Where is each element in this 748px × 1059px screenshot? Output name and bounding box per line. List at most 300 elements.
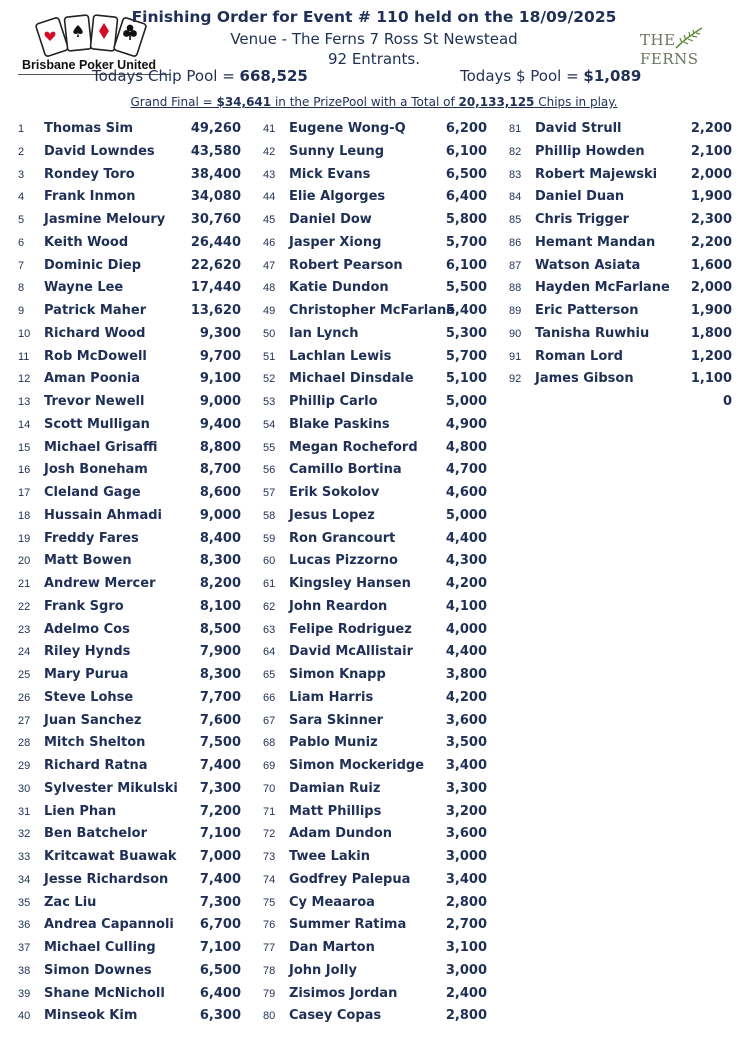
player-name: Kingsley Hansen bbox=[289, 576, 411, 591]
chip-count: 7,100 bbox=[199, 940, 241, 955]
finish-position: 40 bbox=[18, 1010, 31, 1023]
player-name: Felipe Rodriguez bbox=[289, 621, 412, 637]
finish-position: 3 bbox=[18, 168, 25, 181]
result-row bbox=[0, 801, 748, 823]
chip-count: 22,620 bbox=[190, 257, 241, 273]
chip-count: 8,600 bbox=[199, 485, 241, 500]
chip-count: 4,100 bbox=[445, 598, 487, 614]
finish-position: 66 bbox=[263, 691, 276, 704]
chip-count: 7,200 bbox=[199, 803, 241, 819]
player-name: Michael Culling bbox=[44, 940, 156, 955]
result-row bbox=[0, 960, 748, 982]
chip-count: 7,400 bbox=[199, 871, 241, 887]
finish-position: 53 bbox=[263, 396, 276, 408]
finish-position: 65 bbox=[263, 669, 276, 681]
player-name: Damian Ruiz bbox=[289, 780, 381, 796]
player-name: Eric Patterson bbox=[535, 303, 639, 318]
chip-count: 2,400 bbox=[445, 985, 487, 1001]
player-name: Simon Downes bbox=[44, 962, 152, 978]
result-row bbox=[0, 277, 748, 299]
finish-position: 4 bbox=[18, 191, 25, 204]
player-name: David McAllistair bbox=[289, 644, 413, 660]
player-name: Elie Algorges bbox=[289, 189, 386, 205]
finish-position: 36 bbox=[18, 919, 31, 932]
chip-count: 9,000 bbox=[199, 507, 241, 523]
result-row bbox=[0, 141, 748, 163]
player-name: Adelmo Cos bbox=[44, 621, 130, 637]
player-name: Keith Wood bbox=[44, 234, 129, 250]
finish-position: 38 bbox=[18, 964, 31, 977]
player-name: Blake Paskins bbox=[289, 416, 390, 432]
player-name: Tanisha Ruwhiu bbox=[535, 325, 650, 341]
player-name: Megan Rocheford bbox=[289, 439, 418, 455]
finish-position: 64 bbox=[263, 646, 276, 659]
chip-count: 6,200 bbox=[445, 121, 487, 136]
player-name: Ian Lynch bbox=[289, 325, 359, 341]
finish-position: 56 bbox=[263, 464, 276, 477]
chip-count: 43,580 bbox=[190, 143, 241, 159]
player-name: Mary Purua bbox=[44, 667, 129, 682]
player-name: Ben Batchelor bbox=[44, 826, 147, 842]
finish-position: 87 bbox=[509, 259, 522, 272]
chip-count: 4,200 bbox=[445, 689, 487, 705]
finish-position: 13 bbox=[18, 396, 31, 408]
result-row bbox=[0, 550, 748, 572]
chip-count: 2,800 bbox=[445, 894, 487, 910]
player-name: Andrea Capannoli bbox=[44, 917, 174, 933]
player-name: Lucas Pizzorno bbox=[289, 553, 398, 569]
chip-pool-label: Todays Chip Pool = bbox=[92, 67, 240, 85]
chip-count: 8,300 bbox=[199, 667, 241, 682]
player-name: Jasper Xiong bbox=[289, 234, 382, 250]
chip-count: 8,300 bbox=[199, 553, 241, 569]
chip-count: 2,700 bbox=[445, 917, 487, 933]
finish-position: 41 bbox=[263, 123, 276, 135]
finish-position: 19 bbox=[18, 532, 31, 545]
result-row bbox=[0, 118, 748, 140]
finish-position: 69 bbox=[263, 760, 276, 772]
chip-count: 2,000 bbox=[690, 280, 732, 296]
result-row bbox=[0, 846, 748, 868]
chip-count: 9,100 bbox=[199, 371, 241, 387]
player-name: Minseok Kim bbox=[44, 1008, 138, 1024]
chip-count: 1,100 bbox=[690, 371, 732, 387]
logo-text: Brisbane Poker United bbox=[22, 58, 157, 72]
finish-position: 23 bbox=[18, 623, 31, 636]
chip-count: 2,800 bbox=[445, 1008, 487, 1024]
chip-count: 7,300 bbox=[199, 894, 241, 910]
chip-count: 2,200 bbox=[690, 234, 732, 250]
player-name: Hayden McFarlane bbox=[535, 280, 670, 296]
player-name: Daniel Dow bbox=[289, 212, 372, 227]
player-name: Jesus Lopez bbox=[289, 507, 375, 523]
player-name: Kritcawat Buawak bbox=[44, 849, 177, 864]
player-name: Phillip Carlo bbox=[289, 394, 378, 409]
chip-count: 6,400 bbox=[199, 985, 241, 1001]
finish-position: 15 bbox=[18, 441, 31, 454]
player-name: Mitch Shelton bbox=[44, 735, 146, 751]
finish-position: 79 bbox=[263, 987, 276, 1000]
entrants-count: 92 Entrants. bbox=[327, 50, 421, 68]
chip-count: 1,600 bbox=[690, 257, 732, 273]
result-row bbox=[0, 687, 748, 709]
player-name: Dan Marton bbox=[289, 940, 375, 955]
finish-position: 67 bbox=[263, 714, 276, 727]
finish-position: 62 bbox=[263, 600, 276, 613]
chip-count: 8,100 bbox=[199, 598, 241, 614]
player-name: Simon Mockeridge bbox=[289, 758, 425, 773]
player-name: David Lowndes bbox=[44, 143, 155, 159]
chip-count: 1,900 bbox=[690, 303, 732, 318]
result-row bbox=[0, 619, 748, 641]
player-name: Daniel Duan bbox=[535, 189, 625, 205]
chip-count: 6,500 bbox=[199, 962, 241, 978]
chip-count: 7,500 bbox=[199, 735, 241, 751]
chip-count: 7,600 bbox=[199, 712, 241, 728]
finish-position: 32 bbox=[18, 828, 31, 841]
player-name: Josh Boneham bbox=[44, 462, 148, 478]
chip-count: 6,100 bbox=[445, 143, 487, 159]
finish-position: 24 bbox=[18, 646, 31, 659]
player-name: Zisimos Jordan bbox=[289, 985, 398, 1001]
finish-position: 37 bbox=[18, 942, 31, 954]
chip-count: 3,000 bbox=[445, 849, 487, 864]
finish-position: 34 bbox=[18, 873, 31, 886]
finish-position: 9 bbox=[18, 305, 25, 317]
chip-count: 2,000 bbox=[690, 166, 732, 182]
chip-count: 17,440 bbox=[190, 280, 241, 296]
chip-count: 3,800 bbox=[445, 667, 487, 682]
chip-count: 49,260 bbox=[190, 121, 241, 136]
player-name: Frank Inmon bbox=[44, 189, 136, 205]
player-name: Hemant Mandan bbox=[535, 234, 656, 250]
result-row bbox=[0, 937, 748, 959]
finish-position: 43 bbox=[263, 168, 276, 181]
finish-position: 89 bbox=[509, 305, 522, 317]
finish-position: 2 bbox=[18, 145, 25, 158]
finish-position: 18 bbox=[18, 509, 31, 522]
finish-position: 82 bbox=[509, 145, 522, 158]
chip-count: 7,700 bbox=[199, 689, 241, 705]
chip-count: 6,100 bbox=[445, 257, 487, 273]
chip-count: 4,300 bbox=[445, 553, 487, 569]
finish-position: 55 bbox=[263, 441, 276, 454]
chip-count: 7,000 bbox=[199, 849, 241, 864]
finish-position: 84 bbox=[509, 191, 522, 204]
player-name: Trevor Newell bbox=[44, 394, 145, 409]
finish-position: 5 bbox=[18, 214, 25, 226]
finish-position: 61 bbox=[263, 578, 276, 590]
chip-pool bbox=[92, 67, 308, 85]
player-name: Camillo Bortina bbox=[289, 462, 402, 478]
chip-count: 13,620 bbox=[190, 303, 241, 318]
player-name: Mick Evans bbox=[289, 166, 371, 182]
chip-count: 3,200 bbox=[445, 803, 487, 819]
player-name: Dominic Diep bbox=[44, 257, 142, 273]
chip-count: 5,500 bbox=[445, 280, 487, 296]
player-name: James Gibson bbox=[535, 371, 634, 387]
finish-position: 63 bbox=[263, 623, 276, 636]
grand-final-label: Grand Final = bbox=[130, 95, 217, 109]
chip-count: 5,400 bbox=[445, 303, 487, 318]
finish-position: 14 bbox=[18, 418, 31, 431]
chip-count: 4,400 bbox=[445, 530, 487, 546]
finish-position: 45 bbox=[263, 214, 276, 226]
chip-count: 26,440 bbox=[190, 234, 241, 250]
player-name: Sylvester Mikulski bbox=[44, 780, 178, 796]
finish-position: 58 bbox=[263, 509, 276, 522]
player-name: Erik Sokolov bbox=[289, 485, 380, 500]
finish-position: 6 bbox=[18, 236, 25, 249]
result-row bbox=[0, 186, 748, 208]
chip-count: 4,200 bbox=[445, 576, 487, 591]
result-row bbox=[0, 892, 748, 914]
finish-position: 49 bbox=[263, 305, 276, 317]
player-name: Matt Bowen bbox=[44, 553, 132, 569]
chip-count: 30,760 bbox=[190, 212, 241, 227]
chip-count: 1,800 bbox=[690, 325, 732, 341]
player-name: John Reardon bbox=[289, 598, 388, 614]
finish-position: 20 bbox=[18, 555, 31, 568]
player-name: Jesse Richardson bbox=[44, 871, 169, 887]
player-name: Robert Majewski bbox=[535, 166, 658, 182]
chip-count: 5,000 bbox=[445, 394, 487, 409]
chip-count: 3,300 bbox=[445, 780, 487, 796]
player-name: Michael Dinsdale bbox=[289, 371, 414, 387]
finish-position: 70 bbox=[263, 782, 276, 795]
result-row bbox=[0, 459, 748, 481]
event-title: Finishing Order for Event # 110 held on the 18/09/2025 bbox=[131, 8, 617, 26]
player-name: Katie Dundon bbox=[289, 280, 389, 296]
chip-count: 7,400 bbox=[199, 758, 241, 773]
chip-count: 3,000 bbox=[445, 962, 487, 978]
player-name: Casey Copas bbox=[289, 1008, 382, 1024]
chip-count: 4,700 bbox=[445, 462, 487, 478]
player-name: Rob McDowell bbox=[44, 348, 147, 364]
finish-position: 47 bbox=[263, 259, 276, 272]
player-name: Hussain Ahmadi bbox=[44, 507, 163, 523]
dollar-pool-value: $1,089 bbox=[583, 67, 642, 85]
result-row bbox=[0, 255, 748, 277]
finish-position: 51 bbox=[263, 350, 276, 363]
player-name: Scott Mulligan bbox=[44, 416, 150, 432]
the-ferns-logo bbox=[640, 30, 736, 68]
chip-count: 4,800 bbox=[445, 439, 487, 455]
chip-count: 3,100 bbox=[445, 940, 487, 955]
chip-count: 2,200 bbox=[690, 121, 732, 136]
player-name: Riley Hynds bbox=[44, 644, 131, 660]
result-row bbox=[0, 414, 748, 436]
finish-position: 30 bbox=[18, 782, 31, 795]
chip-pool-value: 668,525 bbox=[239, 67, 308, 85]
the-ferns-text: THE FERNS bbox=[640, 31, 699, 68]
result-row bbox=[0, 482, 748, 504]
chip-count: 9,400 bbox=[199, 416, 241, 432]
player-name: Lien Phan bbox=[44, 803, 117, 819]
finish-position: 33 bbox=[18, 851, 31, 863]
dollar-pool bbox=[460, 67, 641, 85]
result-row bbox=[0, 869, 748, 891]
player-name: Juan Sanchez bbox=[44, 712, 142, 728]
result-row bbox=[0, 1005, 748, 1027]
finish-position: 48 bbox=[263, 282, 276, 295]
finish-position: 88 bbox=[509, 282, 522, 295]
player-name: Matt Phillips bbox=[289, 803, 382, 819]
chip-count: 3,400 bbox=[445, 871, 487, 887]
chip-count: 1,200 bbox=[690, 348, 732, 364]
grand-final-mid: in the PrizePool with a Total of bbox=[271, 95, 459, 109]
finish-position: 68 bbox=[263, 737, 276, 750]
finish-position: 81 bbox=[509, 123, 522, 135]
chip-count: 38,400 bbox=[190, 166, 241, 182]
result-row bbox=[0, 778, 748, 800]
chip-count: 3,600 bbox=[445, 826, 487, 842]
finish-position: 78 bbox=[263, 964, 276, 977]
result-row bbox=[0, 323, 748, 345]
player-name: Robert Pearson bbox=[289, 257, 403, 273]
player-name: Cleland Gage bbox=[44, 485, 141, 500]
finish-position: 39 bbox=[18, 987, 31, 1000]
result-row bbox=[0, 573, 748, 595]
finish-position: 59 bbox=[263, 532, 276, 545]
finish-position: 42 bbox=[263, 145, 276, 158]
chip-count: 5,700 bbox=[445, 348, 487, 364]
chip-count: 4,000 bbox=[445, 621, 487, 637]
chip-count: 5,300 bbox=[445, 325, 487, 341]
player-name: Pablo Muniz bbox=[289, 735, 378, 751]
player-name: Eugene Wong-Q bbox=[289, 121, 406, 136]
chip-count: 4,900 bbox=[445, 416, 487, 432]
finish-position: 92 bbox=[509, 373, 522, 386]
grand-final-summary bbox=[0, 95, 748, 109]
finish-position: 86 bbox=[509, 236, 522, 249]
chip-count: 7,100 bbox=[199, 826, 241, 842]
player-name: Ron Grancourt bbox=[289, 530, 396, 546]
chip-count: 8,800 bbox=[199, 439, 241, 455]
chip-count: 8,700 bbox=[199, 462, 241, 478]
player-name: Watson Asiata bbox=[535, 257, 641, 273]
finish-position: 7 bbox=[18, 259, 25, 272]
finish-position: 11 bbox=[18, 350, 30, 363]
finish-position: 91 bbox=[509, 350, 522, 363]
result-row bbox=[0, 914, 748, 936]
finish-position: 25 bbox=[18, 669, 31, 681]
player-name: Cy Meaaroa bbox=[289, 894, 375, 910]
result-row bbox=[0, 732, 748, 754]
finish-position: 54 bbox=[263, 418, 276, 431]
finish-position: 76 bbox=[263, 919, 276, 932]
finish-position: 1 bbox=[18, 123, 25, 135]
player-name: Chris Trigger bbox=[535, 212, 630, 227]
chip-count: 5,100 bbox=[445, 371, 487, 387]
chip-count: 8,200 bbox=[199, 576, 241, 591]
result-row bbox=[0, 391, 748, 413]
finish-position: 83 bbox=[509, 168, 522, 181]
chip-count: 5,000 bbox=[445, 507, 487, 523]
player-name: Zac Liu bbox=[44, 894, 97, 910]
player-name: Freddy Fares bbox=[44, 530, 139, 546]
finish-position: 80 bbox=[263, 1010, 276, 1023]
result-row bbox=[0, 164, 748, 186]
player-name: Michael Grisaffi bbox=[44, 439, 158, 455]
chip-count: 9,700 bbox=[199, 348, 241, 364]
chip-count: 3,500 bbox=[445, 735, 487, 751]
player-name: Christopher McFarlane bbox=[289, 303, 456, 318]
player-name: Richard Ratna bbox=[44, 758, 148, 773]
player-name: Richard Wood bbox=[44, 325, 146, 341]
player-name: Frank Sgro bbox=[44, 598, 124, 614]
chip-count: 4,600 bbox=[445, 485, 487, 500]
chip-count: 6,500 bbox=[445, 166, 487, 182]
grand-final-chips: 20,133,125 bbox=[458, 95, 535, 109]
result-row bbox=[0, 641, 748, 663]
finish-position: 72 bbox=[263, 828, 276, 841]
finish-position: 50 bbox=[263, 327, 276, 340]
player-name: Sara Skinner bbox=[289, 712, 384, 728]
grand-final-end: Chips in play. bbox=[534, 95, 618, 109]
result-row bbox=[0, 232, 748, 254]
result-row bbox=[0, 528, 748, 550]
player-name: Aman Poonia bbox=[44, 371, 141, 387]
result-row bbox=[0, 209, 748, 231]
chip-count: 3,600 bbox=[445, 712, 487, 728]
chip-count: 2,300 bbox=[690, 212, 732, 227]
finish-position: 71 bbox=[263, 805, 276, 818]
result-row bbox=[0, 300, 748, 322]
chip-count: 6,400 bbox=[445, 189, 487, 205]
player-name: Lachlan Lewis bbox=[289, 348, 392, 364]
chip-count: 5,700 bbox=[445, 234, 487, 250]
chip-count: 9,000 bbox=[199, 394, 241, 409]
finish-position: 21 bbox=[18, 578, 31, 590]
player-name: Summer Ratima bbox=[289, 917, 407, 933]
fern-leaf-icon bbox=[674, 26, 704, 50]
venue-line: Venue - The Ferns 7 Ross St Newstead bbox=[230, 30, 518, 48]
player-name: John Jolly bbox=[289, 962, 357, 978]
finish-position: 57 bbox=[263, 487, 276, 499]
player-name: Patrick Maher bbox=[44, 303, 147, 318]
chip-count: 5,800 bbox=[445, 212, 487, 227]
player-name: Twee Lakin bbox=[289, 849, 371, 864]
finish-position: 28 bbox=[18, 737, 31, 750]
player-name: Steve Lohse bbox=[44, 689, 134, 705]
result-row bbox=[0, 710, 748, 732]
finish-position: 29 bbox=[18, 760, 31, 772]
chip-count: 3,400 bbox=[445, 758, 487, 773]
finish-position: 60 bbox=[263, 555, 276, 568]
player-name: Wayne Lee bbox=[44, 280, 124, 296]
player-name: Shane McNicholl bbox=[44, 985, 165, 1001]
result-row bbox=[0, 755, 748, 777]
chip-count: 2,100 bbox=[690, 143, 732, 159]
finish-position: 31 bbox=[18, 805, 31, 818]
player-name: Godfrey Palepua bbox=[289, 871, 411, 887]
finish-position: 17 bbox=[18, 487, 31, 499]
chip-count: 6,300 bbox=[199, 1008, 241, 1024]
finish-position: 46 bbox=[263, 236, 276, 249]
finish-position: 73 bbox=[263, 851, 276, 863]
chip-count: 7,900 bbox=[199, 644, 241, 660]
finish-position: 10 bbox=[18, 327, 31, 340]
chip-count: 4,400 bbox=[445, 644, 487, 660]
result-row bbox=[0, 437, 748, 459]
result-row bbox=[0, 596, 748, 618]
chip-count: 6,700 bbox=[199, 917, 241, 933]
finish-position: 12 bbox=[18, 373, 31, 386]
player-name: Adam Dundon bbox=[289, 826, 393, 842]
finish-position: 27 bbox=[18, 714, 31, 727]
result-row bbox=[0, 346, 748, 368]
